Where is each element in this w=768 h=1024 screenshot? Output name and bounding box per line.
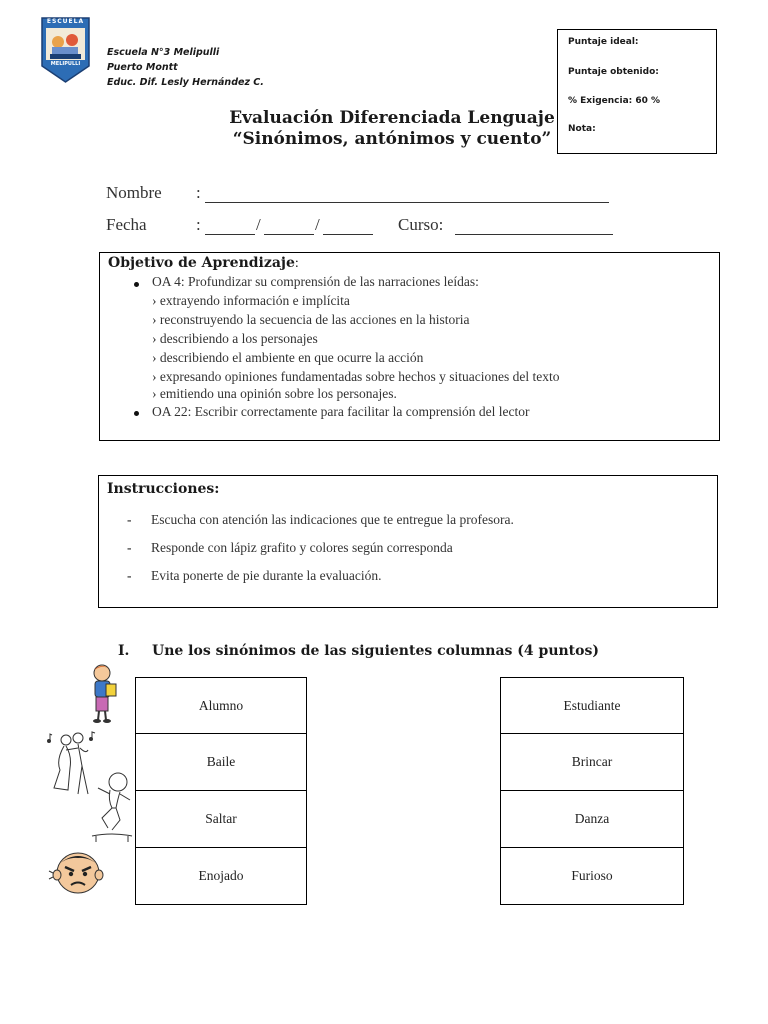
title-line-2: “Sinónimos, antónimos y cuento” [232,129,552,149]
instructions-heading: Instrucciones: [107,481,220,497]
objective-subitem: › describiendo el ambiente en que ocurre la acción [152,350,424,365]
right-word-cell[interactable]: Danza [501,791,684,848]
date-day-line[interactable] [205,233,255,235]
objective-subitem: › extrayendo información e implícita [152,293,350,308]
left-word-table [135,677,307,905]
objective-subitem: › describiendo a los personajes [152,331,318,346]
school-logo [40,16,91,84]
right-word-cell[interactable]: Furioso [501,848,684,905]
left-word-cell[interactable]: Baile [136,734,307,791]
name-label: Nombre [106,183,162,202]
score-ideal: Puntaje ideal: [568,37,639,47]
instruction-text: Escucha con atención las indicaciones que te entregue la profesora. [151,512,514,527]
objective-heading [108,255,299,272]
course-label: Curso: [398,215,444,234]
name-input-line[interactable] [205,201,609,203]
score-obtained: Puntaje obtenido: [568,67,659,77]
instruction-text: Responde con lápiz grafito y colores según corresponda [151,540,453,555]
teacher-name: Educ. Dif. Lesly Hernández C. [107,77,264,88]
bullet-icon [134,411,139,416]
left-word-cell[interactable]: Alumno [136,678,307,734]
date-month-line[interactable] [264,233,314,235]
objective-heading-colon: : [294,256,299,271]
bullet-icon [134,282,139,287]
school-name: Escuela N°3 Melipulli [107,47,220,58]
objective-oa22: OA 22: Escribir correctamente para facilitar la comprensión del lector [152,404,530,419]
section-title [118,643,599,659]
objective-box [99,252,720,441]
instructions-box: Instrucciones: - Escucha con atención las indicaciones que te entregue la profesora. - Responde con lápiz grafito y colores según corresponda - Evita ponerte de pie durante la evaluación. [98,475,718,608]
score-exigencia: % Exigencia: 60 % [568,96,661,106]
name-colon: : [196,183,201,202]
student-icon [86,662,122,724]
date-separator-1: / [256,215,261,234]
left-word-cell[interactable]: Enojado [136,848,307,905]
date-separator-2: / [315,215,320,234]
objective-heading-text: Objetivo de Aprendizaje [108,255,295,271]
instruction-text: Evita ponerte de pie durante la evaluación. [151,568,382,583]
left-word-cell[interactable]: Saltar [136,791,307,848]
date-colon: : [196,215,201,234]
right-word-table [500,677,684,905]
date-year-line[interactable] [323,233,373,235]
objective-subitem: › reconstruyendo la secuencia de las acciones en la historia [152,312,470,327]
angry-face-icon [47,847,105,895]
section-title-text: Une los sinónimos de las siguientes columnas (4 puntos) [152,643,599,659]
title-line-1: Evaluación Diferenciada Lenguaje [229,108,555,128]
page-title [200,108,584,150]
score-grade: Nota: [568,124,596,134]
logo-text: ESCUELA [46,18,85,25]
objective-subitem: › emitiendo una opinión sobre los personajes. [152,386,397,401]
logo-subtext: MELIPULLI [50,61,81,67]
school-info [107,45,264,90]
school-city: Puerto Montt [107,62,178,73]
right-word-cell[interactable]: Brincar [501,734,684,791]
course-input-line[interactable] [455,233,613,235]
objective-oa4: OA 4: Profundizar su comprensión de las narraciones leídas: [152,274,479,289]
right-word-cell[interactable]: Estudiante [501,678,684,734]
section-number: I. [118,643,130,659]
date-label: Fecha [106,215,147,234]
jumping-boy-icon [90,770,134,844]
objective-subitem: › expresando opiniones fundamentadas sobre hechos y situaciones del texto [152,369,560,384]
